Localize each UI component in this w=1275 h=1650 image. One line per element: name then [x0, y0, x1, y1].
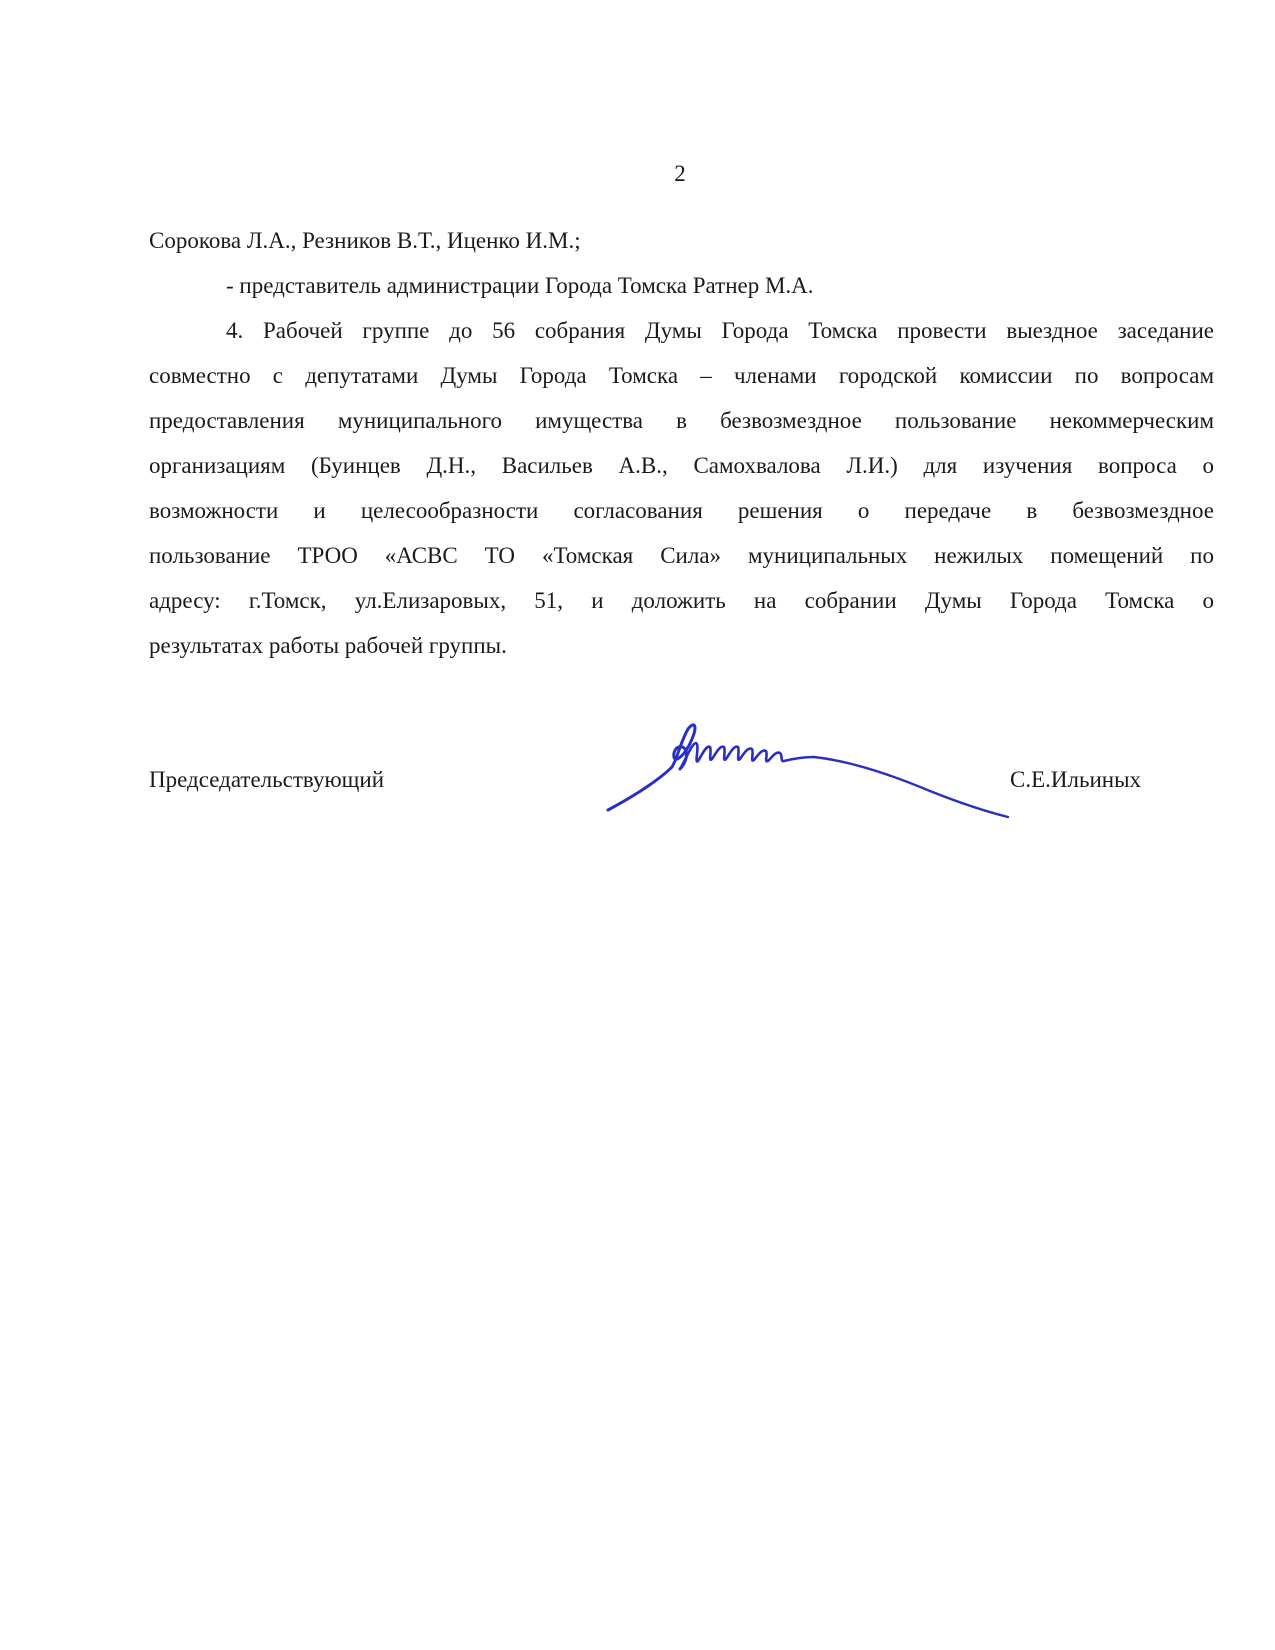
attendees-line: Сорокова Л.А., Резников В.Т., Иценко И.М.; [149, 228, 581, 253]
signature-stroke [680, 743, 814, 769]
item4-line: 4. Рабочей группе до 56 собрания Думы Города Томска провести выездное заседание [226, 318, 1214, 343]
page-number: 2 [674, 161, 686, 186]
item4-line: пользование ТРОО «АСВС ТО «Томская Сила» муниципальных нежилых помещений по [149, 543, 1214, 568]
chairperson-title: Председательствующий [149, 767, 384, 792]
item4-line: результатах работы рабочей группы. [149, 633, 507, 658]
document-body [149, 218, 1214, 668]
item4-line: организациям (Буинцев Д.Н., Васильев А.В., Самохвалова Л.И.) для изучения вопроса о [149, 453, 1214, 478]
chairperson-name: С.Е.Ильиных [1010, 767, 1142, 792]
item4-line: адресу: г.Томск, ул.Елизаровых, 51, и доложить на собрании Думы Города Томска о [149, 588, 1214, 613]
item4-line: совместно с депутатами Думы Города Томска – членами городской комиссии по вопросам [149, 363, 1214, 388]
item4-line: возможности и целесообразности согласования решения о передаче в безвозмездное [149, 498, 1214, 523]
item4-line: предоставления муниципального имущества в безвозмездное пользование некоммерческим [149, 408, 1214, 433]
signature-stroke [814, 757, 1008, 817]
handwritten-signature [600, 715, 1020, 865]
administration-representative-line: - представитель администрации Города Томска Ратнер М.А. [226, 273, 814, 298]
